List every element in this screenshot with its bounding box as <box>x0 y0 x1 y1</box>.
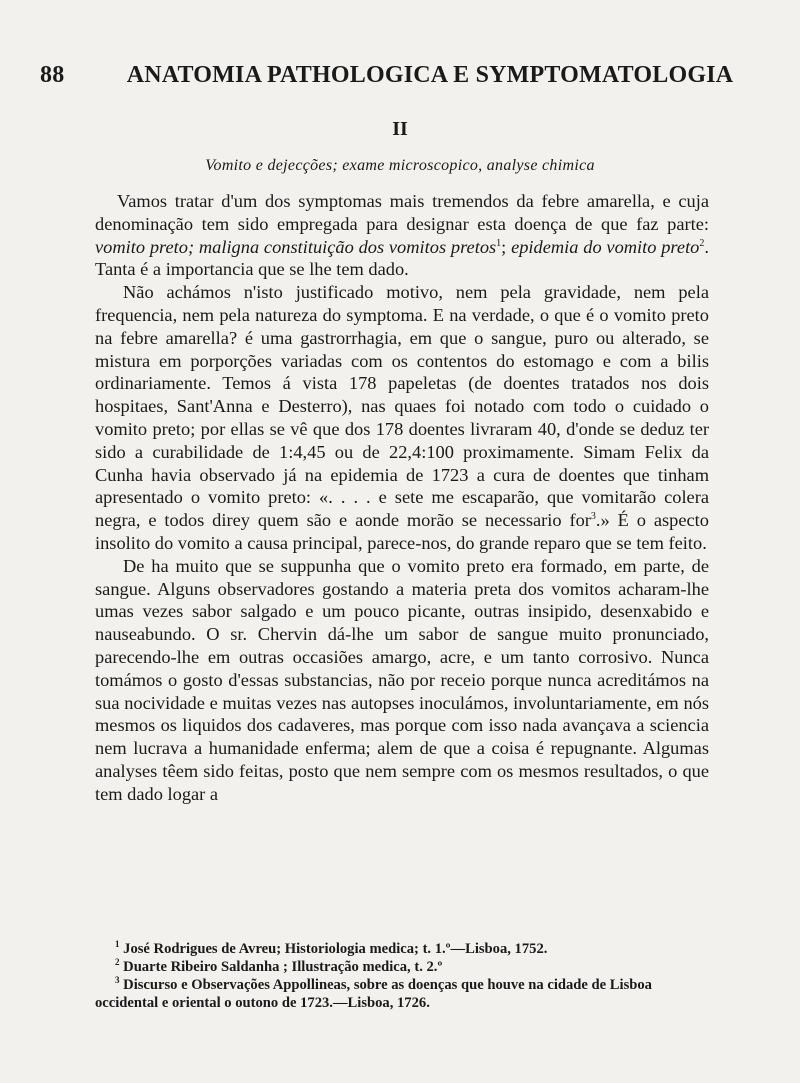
section-number: II <box>392 118 408 140</box>
footnote <box>95 958 709 976</box>
footnote-ref: 3 <box>590 511 596 523</box>
quoted-term: epidemia do vomito preto <box>511 236 700 257</box>
paragraph-text: De ha muito que se suppunha que o vomito preto era formado, em parte, de sangue. Alguns observadores gostando a materia preta dos vomitos acharam-lhe umas vezes sabor salgado e um pouco picante, outras insipido, desenxabido e nauseabundo. O sr. Chervin dá-lhe um sabor de sangue muito pronunciado, parecendo-lhe em outras occasiões amargo, acre, e um tanto corrosivo. Nunca tomámos o gosto d'essas substancias, não por receio porque nunca acreditámos na sua nocividade e muitas vezes nas autopses inoculámos, involuntariamente, em nós mesmos os liquidos dos cadaveres, mas porque com isso nada avançava a sciencia nem lucrava a humanidade enferma; alem de que a coisa é repugnante. Algumas analyses têem sido feitas, posto que nem sempre com os mesmos resultados, o que tem dado logar a <box>95 555 709 804</box>
section-subtitle: Vomito e dejecções; exame microscopico, analyse chimica <box>205 157 595 174</box>
footnote-text: José Rodrigues de Avreu; Historiologia medica; t. 1.º—Lisboa, 1752. <box>123 941 548 957</box>
paragraph-1 <box>95 190 709 281</box>
footnote-ref: 1 <box>496 237 502 249</box>
footnote-mark: 3 <box>115 975 120 986</box>
footnote-mark: 1 <box>115 939 120 950</box>
footnote-ref: 2 <box>699 237 705 249</box>
body-text <box>95 190 709 806</box>
paragraph-2 <box>95 281 709 555</box>
footnote-text: Duarte Ribeiro Saldanha ; Illustração medica, t. 2.º <box>123 959 443 975</box>
page-number: 88 <box>40 62 65 88</box>
quoted-term: vomito preto; maligna constituição dos vomitos pretos <box>95 236 497 257</box>
paragraph-text: . Tanta é a importancia que se lhe tem dado. <box>95 236 709 280</box>
footnotes <box>95 940 709 1012</box>
paragraph-text: ; <box>501 236 512 257</box>
footnote-mark: 2 <box>115 957 120 968</box>
footnote-text: Discurso e Observações Appollineas, sobre as doenças que houve na cidade de Lisboa occidental e oriental o outono de 1723.—Lisboa, 1726. <box>95 977 652 1011</box>
paragraph-3 <box>95 555 709 806</box>
paragraph-text: Vamos tratar d'um dos symptomas mais tremendos da febre amarella, e cuja denominação tem sido empregada para designar esta doença de que faz parte: <box>95 191 709 234</box>
paragraph-text: Não achámos n'isto justificado motivo, nem pela gravidade, nem pela frequencia, nem pela natureza do symptoma. E na verdade, o que é o vomito preto na febre amarella? é uma gastrorrhagia, em que o sangue, puro ou alterado, se mistura em porporções variadas com os contentos do estomago e com a bilis ordinariamente. Temos á vista 178 papeletas (de doentes tratados nos dois hospitaes, Sant'Anna e Desterro), nas quaes foi notado com todo o cuidado o vomito preto; por ellas se vê que dos 178 doentes livraram 40, d'onde se deduz ter sido a curabilidade de 1:4,45 ou de 22,4:100 proximamente. Simam Felix da Cunha havia observado já na epidemia de 1723 a cura de doentes que tinham apresentado o vomito preto: «. . . . e sete me escaparão, que vomitarão colera negra, e todos direy quem são e aonde morão se necessario for <box>95 282 709 531</box>
running-title: ANATOMIA PATHOLOGICA E SYMPTOMATOLOGIA <box>126 62 734 88</box>
footnote <box>95 940 709 958</box>
paragraph-text: .» É o aspecto insolito do vomito a causa principal, parece-nos, do grande reparo que se tem feito. <box>95 510 709 553</box>
running-head <box>0 62 800 89</box>
footnote <box>95 976 709 1012</box>
